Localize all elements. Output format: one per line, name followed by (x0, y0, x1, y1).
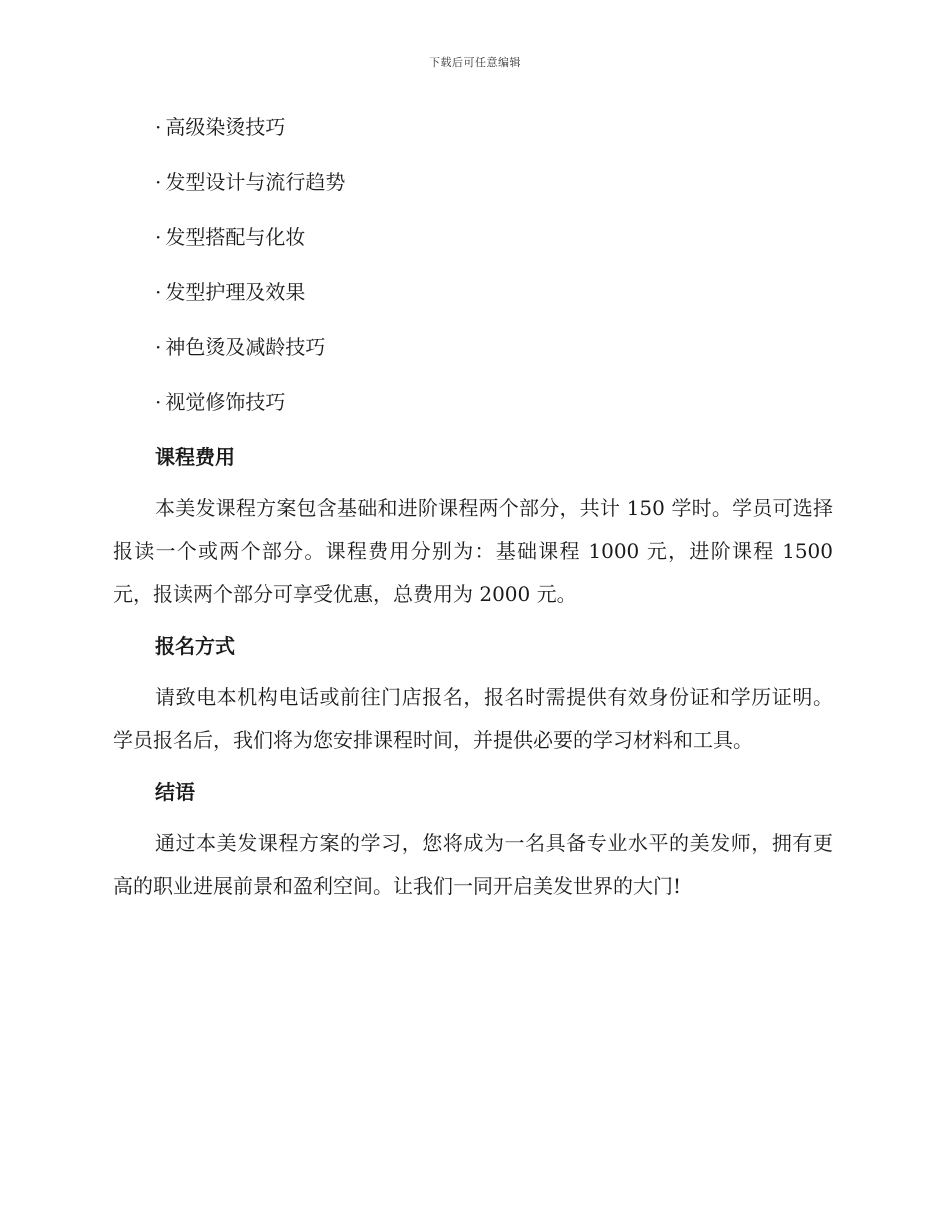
document-content (113, 107, 833, 918)
list-item-text: 发型设计与流行趋势 (165, 170, 346, 194)
bullet-dot-icon: · (155, 280, 162, 304)
fee-heading: 课程费用 (155, 445, 235, 469)
list-item (113, 107, 833, 147)
signup-heading: 报名方式 (155, 634, 235, 658)
bullet-dot-icon: · (155, 390, 162, 414)
list-item-text: 高级染烫技巧 (165, 115, 286, 139)
header-note: 下载后可任意编辑 (429, 56, 521, 69)
conclusion-paragraph: 通过本美发课程方案的学习，您将成为一名具备专业水平的美发师，拥有更高的职业进展前景和盈利空间。让我们一同开启美发世界的大门! (113, 831, 833, 898)
list-item-text: 发型搭配与化妆 (165, 225, 306, 249)
conclusion-heading: 结语 (155, 780, 195, 804)
bullet-dot-icon: · (155, 170, 162, 194)
list-item-text: 视觉修饰技巧 (165, 390, 286, 414)
signup-paragraph: 请致电本机构电话或前往门店报名，报名时需提供有效身份证和学历证明。学员报名后，我们将为您安排课程时间，并提供必要的学习材料和工具。 (113, 685, 833, 752)
bullet-dot-icon: · (155, 225, 162, 249)
skills-bullet-list (113, 107, 833, 422)
list-item (113, 162, 833, 202)
list-item-text: 神色烫及减龄技巧 (165, 335, 326, 359)
list-item (113, 327, 833, 367)
bullet-dot-icon: · (155, 115, 162, 139)
fee-paragraph: 本美发课程方案包含基础和进阶课程两个部分，共计 150 学时。学员可选择报读一个或两个部分。课程费用分别为：基础课程 1000 元，进阶课程 1500 元，报读两个部分可享受优惠，总费用为 2000 元。 (113, 496, 833, 606)
list-item (113, 217, 833, 257)
list-item (113, 272, 833, 312)
list-item (113, 382, 833, 422)
list-item-text: 发型护理及效果 (165, 280, 306, 304)
bullet-dot-icon: · (155, 335, 162, 359)
